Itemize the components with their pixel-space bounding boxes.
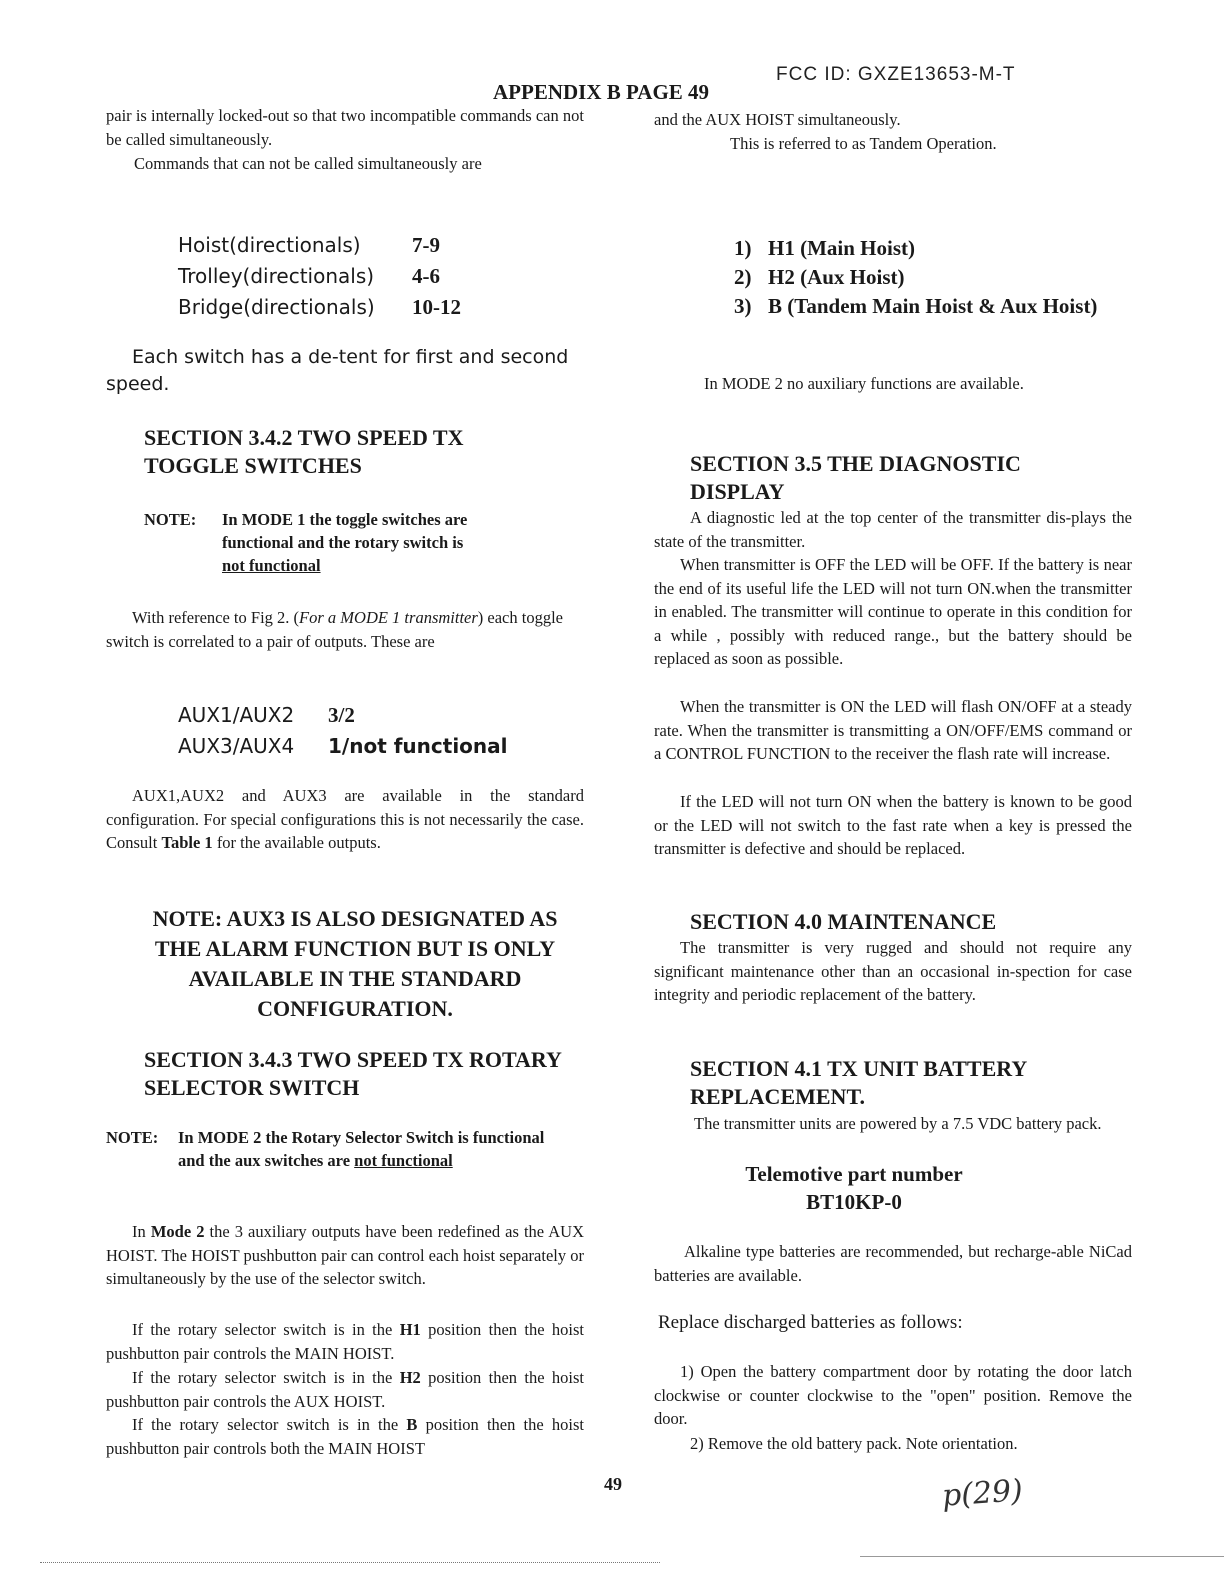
tandem-continuation: and the AUX HOIST simultaneously.	[654, 110, 901, 129]
diagnostic-paragraph-4: If the LED will not turn ON when the battery is known to be good or the LED will not switch to the fast rate when a key is pressed the transmitter is defective and should be replaced.	[654, 792, 1132, 858]
aux-label: AUX3/AUX4	[178, 734, 295, 758]
note-label: NOTE:	[144, 510, 197, 529]
battery-paragraph	[654, 1112, 1132, 1136]
h2-text: If the rotary selector switch is in the	[132, 1368, 400, 1387]
detent-paragraph: Each switch has a de-tent for first and second speed.	[106, 346, 569, 395]
mode-2-bold: Mode 2	[150, 1222, 205, 1241]
directionals-label: Trolley(directionals)	[178, 264, 375, 288]
h2-paragraph	[106, 1366, 584, 1413]
intro-paragraph: pair is internally locked-out so that two incompatible commands can not be called simultaneously.	[106, 106, 584, 149]
mode-2-text: In	[132, 1222, 151, 1241]
directionals-value: 7-9	[412, 233, 440, 257]
list-text: H2 (Aux Hoist)	[768, 265, 905, 289]
maintenance-paragraph: The transmitter is very rugged and should not require any significant maintenance other than an occasional in-spection for case integrity and periodic replacement of the battery.	[654, 938, 1132, 1004]
aux-availability-paragraph	[106, 784, 584, 855]
list-number: 3)	[734, 294, 752, 318]
battery-text: The transmitter units are powered by a 7.5 VDC battery pack.	[694, 1114, 1102, 1133]
directionals-row	[178, 292, 461, 323]
aux-availability-text-end: for the available outputs.	[212, 833, 381, 852]
handwritten-note: p(29)	[940, 1473, 1024, 1514]
b-paragraph	[106, 1413, 584, 1460]
note-mode-1	[144, 508, 584, 577]
directionals-row	[178, 230, 461, 261]
directionals-label: Hoist(directionals)	[178, 233, 361, 257]
aux-row	[178, 731, 508, 762]
list-item	[734, 292, 1114, 321]
bottom-scan-line	[40, 1562, 660, 1563]
h1-paragraph	[106, 1318, 584, 1365]
note-label: NOTE:	[106, 1128, 159, 1147]
list-number: 1)	[734, 236, 752, 260]
part-number-block	[654, 1160, 1054, 1216]
alkaline-paragraph: Alkaline type batteries are recommended, but recharge-able NiCad batteries are available.	[654, 1242, 1132, 1285]
note-text: In MODE 2 the Rotary Selector Switch is functional and the aux switches are	[178, 1128, 545, 1170]
reference-paragraph	[106, 606, 584, 653]
mode-list	[734, 234, 1114, 321]
h2-text-end: position then the hoist pushbutton pair controls the AUX HOIST.	[106, 1368, 584, 1411]
aux-label: AUX1/AUX2	[178, 703, 295, 727]
directionals-row	[178, 261, 461, 292]
bottom-scan-line-right	[860, 1556, 1224, 1557]
note-underlined: not functional	[354, 1151, 453, 1170]
list-number: 2)	[734, 265, 752, 289]
table-reference: Table 1	[161, 833, 213, 852]
list-text: B (Tandem Main Hoist & Aux Hoist)	[768, 294, 1098, 318]
section-4-0-heading: SECTION 4.0 MAINTENANCE	[690, 909, 997, 934]
step-1: 1) Open the battery compartment door by rotating the door latch clockwise or counter clockwise to the "open" position. Remove the door.	[654, 1362, 1132, 1428]
b-text-end: position then the hoist pushbutton pair controls both the MAIN HOIST	[106, 1415, 584, 1458]
diagnostic-paragraph-1	[654, 506, 1132, 553]
appendix-title: APPENDIX B PAGE 49	[493, 80, 710, 104]
h1-bold: H1	[399, 1320, 421, 1339]
list-text: H1 (Main Hoist)	[768, 236, 915, 260]
aux-value: 1/not functional	[328, 734, 508, 758]
section-3-4-2-heading: SECTION 3.4.2 TWO SPEED TX TOGGLE SWITCHES	[144, 425, 464, 478]
reference-text-end: ) each toggle switch is correlated to a pair of outputs. These are	[106, 608, 563, 651]
directionals-value: 10-12	[412, 295, 461, 319]
directionals-table	[178, 230, 461, 323]
section-4-1-heading: SECTION 4.1 TX UNIT BATTERY REPLACEMENT.	[690, 1056, 1027, 1109]
mode-2-text-end: the 3 auxiliary outputs have been redefined as the AUX HOIST. The HOIST pushbutton pair can control each hoist separately or simultaneously by the use of the selector switch.	[106, 1222, 585, 1288]
section-3-5-heading: SECTION 3.5 THE DIAGNOSTIC DISPLAY	[690, 451, 1021, 504]
h1-text: If the rotary selector switch is in the	[132, 1320, 400, 1339]
diagnostic-paragraph-2: When transmitter is OFF the LED will be OFF. If the battery is near the end of its useful life the LED will not turn ON.when the transmitter in enabled. The transmitter will continue to operate in this condition for a while , possibly with reduced range., but the battery should be replaced as soon as possible.	[654, 555, 1132, 668]
mode-2-note: In MODE 2 no auxiliary functions are available.	[704, 374, 1024, 393]
page-number: 49	[604, 1474, 622, 1494]
intro-paragraph-2: Commands that can not be called simultaneously are	[134, 154, 482, 173]
aux-availability-text: AUX1,AUX2 and AUX3 are available in the standard configuration. For special configurations this is not necessarily the case. Consult	[106, 786, 584, 852]
b-bold: B	[406, 1415, 418, 1434]
fcc-id: FCC ID: GXZE13653-M-T	[776, 64, 1016, 85]
aux-table	[178, 700, 508, 762]
note-text: In MODE 1 the toggle switches are functional and the rotary switch is	[222, 510, 468, 552]
reference-italic: For a MODE 1 transmitter	[299, 608, 478, 627]
h2-bold: H2	[399, 1368, 421, 1387]
part-number: BT10KP-0	[806, 1190, 902, 1214]
step-2: 2) Remove the old battery pack. Note orientation.	[690, 1434, 1018, 1453]
list-item	[734, 234, 1114, 263]
diagnostic-paragraph-3: When the transmitter is ON the LED will flash ON/OFF at a steady rate. When the transmitter is transmitting a ON/OFF/EMS command or a CONTROL FUNCTION to the receiver the flash rate will increase.	[654, 697, 1132, 763]
list-item	[734, 263, 1114, 292]
note-underlined: not functional	[222, 556, 321, 575]
section-3-4-3-heading: SECTION 3.4.3 TWO SPEED TX ROTARY SELECTOR SWITCH	[144, 1047, 562, 1100]
note-mode-2	[106, 1126, 584, 1172]
aux-value: 3/2	[328, 703, 355, 727]
alarm-function-note: NOTE: AUX3 IS ALSO DESIGNATED AS THE ALARM FUNCTION BUT IS ONLY AVAILABLE IN THE STANDARD CONFIGURATION.	[152, 906, 558, 1021]
part-number-label: Telemotive part number	[745, 1162, 963, 1186]
directionals-value: 4-6	[412, 264, 440, 288]
directionals-label: Bridge(directionals)	[178, 295, 375, 319]
mode-2-paragraph	[106, 1220, 584, 1291]
replace-instructions: Replace discharged batteries as follows:	[658, 1312, 963, 1333]
reference-text: With reference to Fig 2. (	[132, 608, 300, 627]
tandem-operation: This is referred to as Tandem Operation.	[730, 134, 997, 153]
h1-text-end: position then the hoist pushbutton pair controls the MAIN HOIST.	[106, 1320, 584, 1363]
b-text: If the rotary selector switch is in the	[132, 1415, 407, 1434]
aux-row	[178, 700, 508, 731]
diagnostic-text: A diagnostic led at the top center of the transmitter dis-plays the state of the transmitter.	[654, 508, 1132, 551]
